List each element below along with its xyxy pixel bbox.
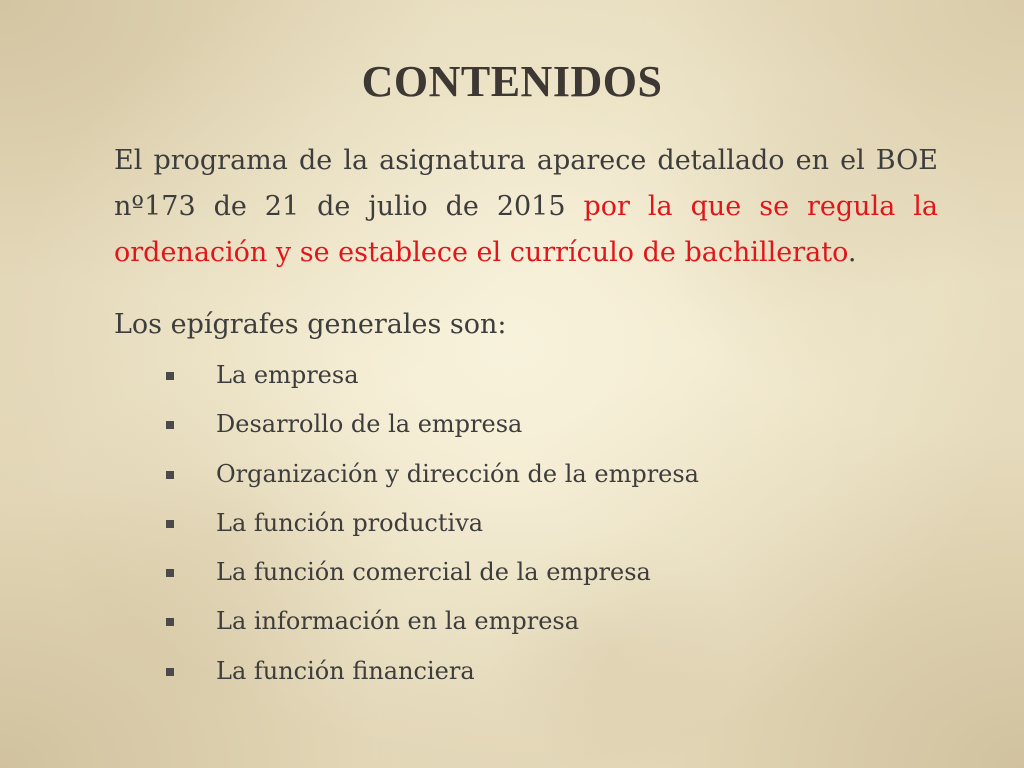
square-bullet-icon <box>166 421 174 429</box>
bullet-text: Desarrollo de la empresa <box>216 410 523 439</box>
bullet-text: La información en la empresa <box>216 607 580 636</box>
bullet-item <box>162 451 942 500</box>
bullet-item <box>162 352 942 401</box>
intro-highlight: por la que se regula la ordenación y se establece el currículo de bachillerato <box>114 191 938 268</box>
bullet-text: La función financiera <box>216 656 475 685</box>
bullet-list <box>162 352 942 697</box>
bullet-item <box>162 549 942 598</box>
square-bullet-icon <box>166 372 174 380</box>
square-bullet-icon <box>166 618 174 626</box>
intro-text: El programa de la asignatura aparece detallado en el BOE nº173 de 21 de julio de 2015 <box>114 145 938 222</box>
intro-end: . <box>847 237 857 268</box>
square-bullet-icon <box>166 471 174 479</box>
bullet-item <box>162 401 942 450</box>
bullet-text: La empresa <box>216 361 359 389</box>
bullet-text: La función comercial de la empresa <box>216 558 651 587</box>
bullet-text: La función productiva <box>216 508 484 537</box>
bullet-item <box>162 648 942 697</box>
bullet-item <box>162 500 942 549</box>
square-bullet-icon <box>166 569 174 577</box>
square-bullet-icon <box>166 668 174 676</box>
square-bullet-icon <box>166 520 174 528</box>
intro-paragraph <box>114 138 938 276</box>
bullet-text: Organización y dirección de la empresa <box>216 459 699 488</box>
bullet-item <box>162 598 942 647</box>
slide-title: CONTENIDOS <box>361 57 663 106</box>
subheading: Los epígrafes generales son: <box>114 309 507 340</box>
